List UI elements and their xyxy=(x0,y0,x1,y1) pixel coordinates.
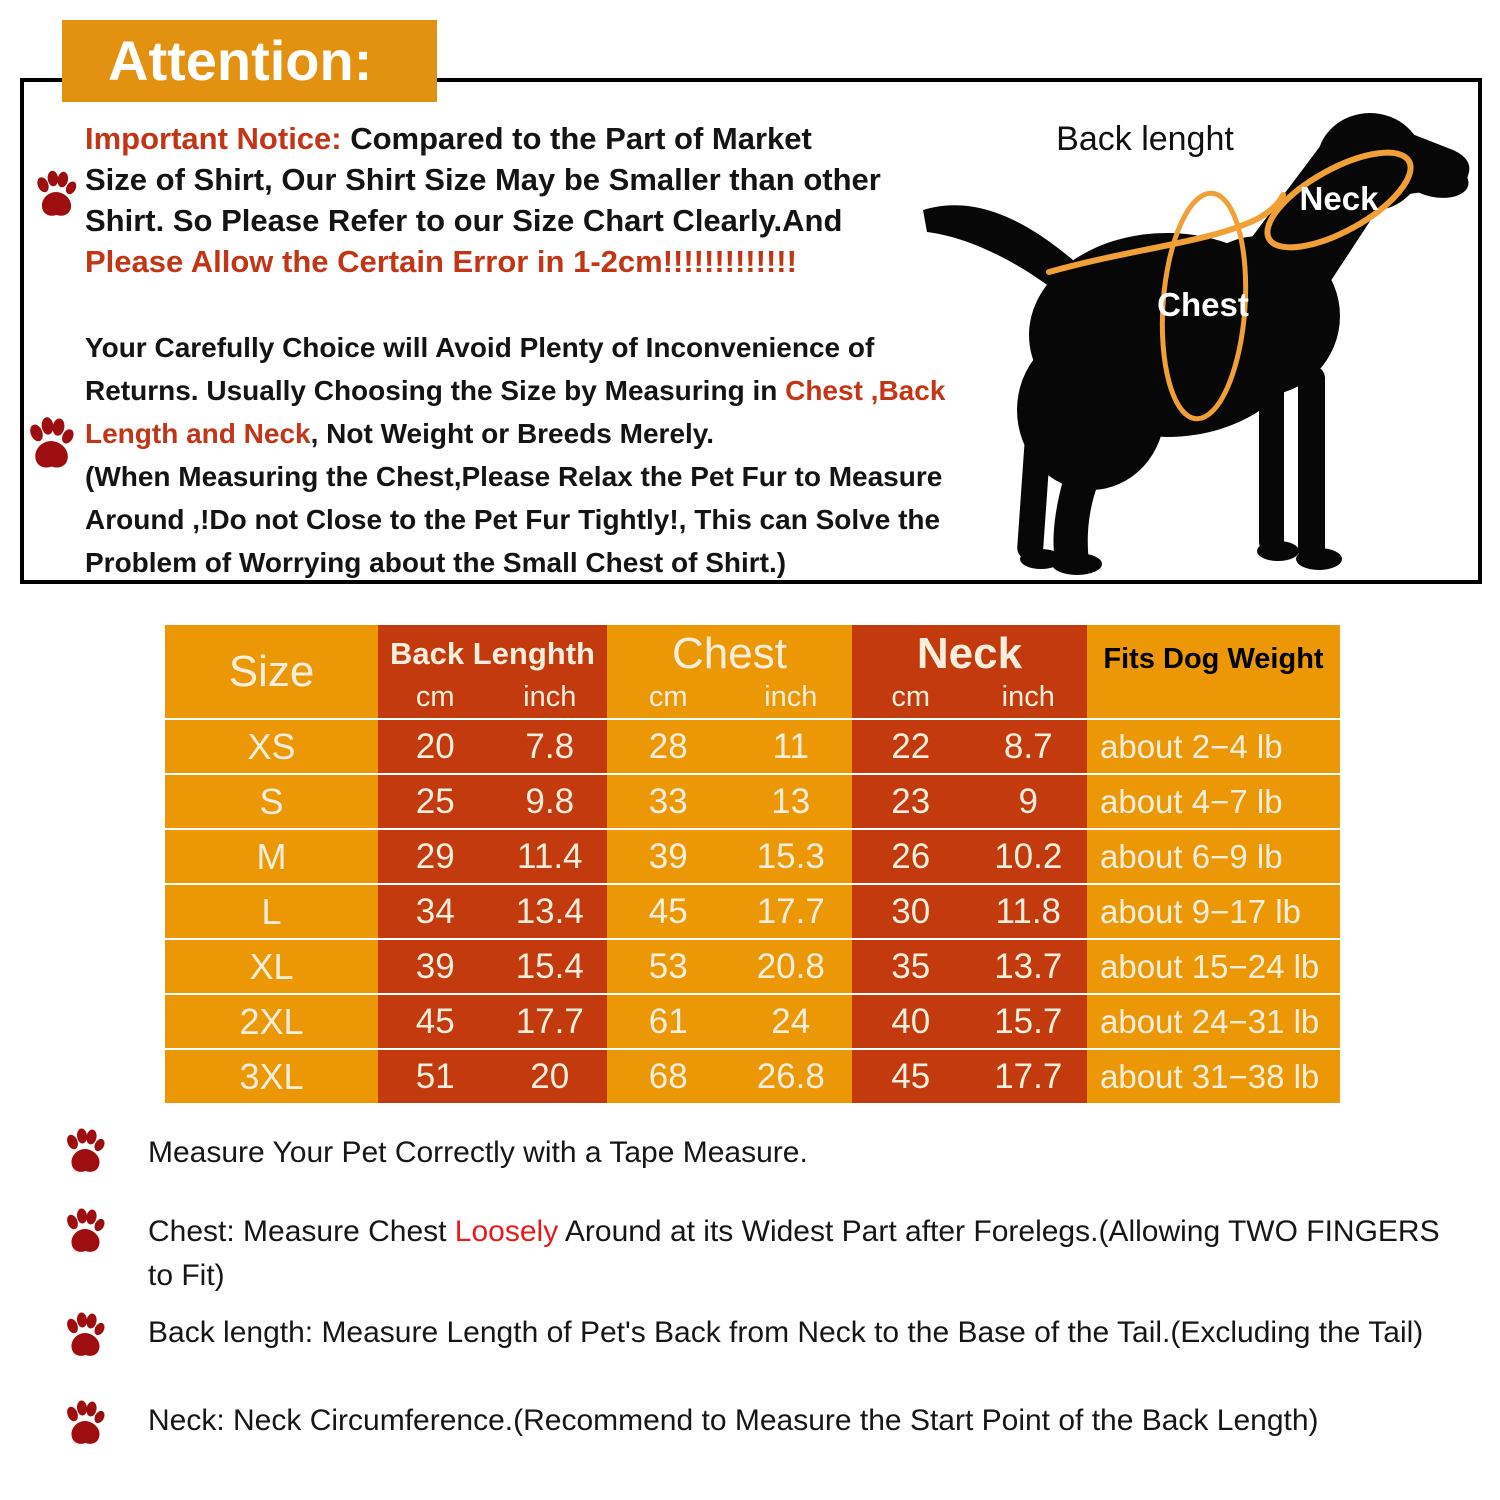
table-row-back: 51 20 xyxy=(378,1048,607,1103)
table-row-weight: about 2−4 lb xyxy=(1087,718,1340,773)
column-header-back: Back Lenghth xyxy=(390,636,595,671)
advice-line: Returns. Usually Choosing the Size by Measuring in Chest ,Back xyxy=(85,375,946,406)
weight-column xyxy=(1087,625,1340,1103)
table-row-weight: about 4−7 lb xyxy=(1087,773,1340,828)
important-notice-paragraph xyxy=(85,118,881,282)
dog-silhouette xyxy=(923,113,1472,575)
table-row-back: 39 15.4 xyxy=(378,938,607,993)
tip-measure-correctly: Measure Your Pet Correctly with a Tape Measure. xyxy=(148,1136,808,1169)
paw-icon xyxy=(60,1124,110,1174)
loosely-highlight: Loosely xyxy=(454,1215,559,1248)
unit-inch: inch xyxy=(1001,681,1055,713)
notice-line-warning: Please Allow the Certain Error in 1-2cm!!!!!!!!!!!!! xyxy=(85,244,797,279)
table-row-neck: 26 10.2 xyxy=(852,828,1087,883)
table-row-chest: 68 26.8 xyxy=(607,1048,852,1103)
table-row-weight: about 15−24 lb xyxy=(1087,938,1340,993)
table-row-size: M xyxy=(165,828,378,883)
unit-inch: inch xyxy=(523,681,577,713)
back-length-column xyxy=(378,625,607,1103)
attention-banner: Attention: xyxy=(62,20,437,102)
table-row-weight: about 6−9 lb xyxy=(1087,828,1340,883)
table-row-back: 29 11.4 xyxy=(378,828,607,883)
table-row-back: 20 7.8 xyxy=(378,718,607,773)
column-header-size: Size xyxy=(228,646,315,696)
size-chart-table xyxy=(165,625,1340,1103)
table-row-size: XL xyxy=(165,938,378,993)
unit-cm: cm xyxy=(648,681,688,713)
table-row-neck: 30 11.8 xyxy=(852,883,1087,938)
tip-chest-line2: to Fit) xyxy=(148,1259,225,1292)
paw-icon xyxy=(60,1204,110,1254)
dog-measurement-diagram xyxy=(915,98,1480,585)
table-row-chest: 28 11 xyxy=(607,718,852,773)
table-row-chest: 33 13 xyxy=(607,773,852,828)
notice-line: Shirt. So Please Refer to our Size Chart Clearly.And xyxy=(85,203,843,238)
table-row-chest: 39 15.3 xyxy=(607,828,852,883)
table-row-neck: 40 15.7 xyxy=(852,993,1087,1048)
back-length-label: Back lenght xyxy=(1056,120,1234,158)
table-row-back: 25 9.8 xyxy=(378,773,607,828)
chest-column xyxy=(607,625,852,1103)
table-row-size: S xyxy=(165,773,378,828)
table-row-size: 2XL xyxy=(165,993,378,1048)
table-row-neck: 35 13.7 xyxy=(852,938,1087,993)
notice-lead: Important Notice: xyxy=(85,121,342,156)
choice-advice-paragraph xyxy=(85,326,945,584)
table-row-back: 45 17.7 xyxy=(378,993,607,1048)
unit-cm: cm xyxy=(891,681,931,713)
units-row xyxy=(607,677,852,718)
tip-neck: Neck: Neck Circumference.(Recommend to Measure the Start Point of the Back Length) xyxy=(148,1404,1319,1437)
table-row-neck: 23 9 xyxy=(852,773,1087,828)
table-row-neck: 22 8.7 xyxy=(852,718,1087,773)
paw-icon xyxy=(30,166,82,218)
column-header-weight: Fits Dog Weight xyxy=(1103,643,1324,675)
tip-chest xyxy=(148,1210,1478,1298)
table-row-neck: 45 17.7 xyxy=(852,1048,1087,1103)
unit-inch: inch xyxy=(764,681,818,713)
units-row xyxy=(852,677,1087,718)
paw-icon xyxy=(22,412,80,470)
advice-line: Problem of Worrying about the Small Chest of Shirt.) xyxy=(85,547,787,578)
table-row-weight: about 9−17 lb xyxy=(1087,883,1340,938)
notice-line: Size of Shirt, Our Shirt Size May be Smaller than other xyxy=(85,162,881,197)
paw-icon xyxy=(60,1396,110,1446)
table-row-size: L xyxy=(165,883,378,938)
tip-chest-line1: Chest: Measure Chest Loosely Around at its Widest Part after Forelegs.(Allowing TWO FINGERS xyxy=(148,1215,1440,1248)
neck-column xyxy=(852,625,1087,1103)
table-row-weight: about 31−38 lb xyxy=(1087,1048,1340,1103)
table-row-chest: 53 20.8 xyxy=(607,938,852,993)
advice-line: Length and Neck, Not Weight or Breeds Merely. xyxy=(85,418,715,449)
table-row-chest: 45 17.7 xyxy=(607,883,852,938)
chest-label: Chest xyxy=(1157,286,1249,323)
table-row-size: XS xyxy=(165,718,378,773)
advice-line: (When Measuring the Chest,Please Relax the Pet Fur to Measure xyxy=(85,461,943,492)
size-column xyxy=(165,625,378,1103)
unit-cm: cm xyxy=(415,681,455,713)
table-row-back: 34 13.4 xyxy=(378,883,607,938)
advice-line: Around ,!Do not Close to the Pet Fur Tightly!, This can Solve the xyxy=(85,504,941,535)
neck-label: Neck xyxy=(1299,180,1379,217)
paw-icon xyxy=(60,1308,110,1358)
table-row-weight: about 24−31 lb xyxy=(1087,993,1340,1048)
column-header-chest: Chest xyxy=(672,629,787,678)
advice-line: Your Carefully Choice will Avoid Plenty of Inconvenience of xyxy=(85,332,875,363)
column-header-neck: Neck xyxy=(916,629,1023,678)
tip-back-length: Back length: Measure Length of Pet's Back from Neck to the Base of the Tail.(Excluding the Tail) xyxy=(148,1316,1424,1349)
table-row-size: 3XL xyxy=(165,1048,378,1103)
notice-line: Important Notice: Compared to the Part of Market xyxy=(85,121,812,156)
table-row-chest: 61 24 xyxy=(607,993,852,1048)
units-row xyxy=(378,677,607,718)
